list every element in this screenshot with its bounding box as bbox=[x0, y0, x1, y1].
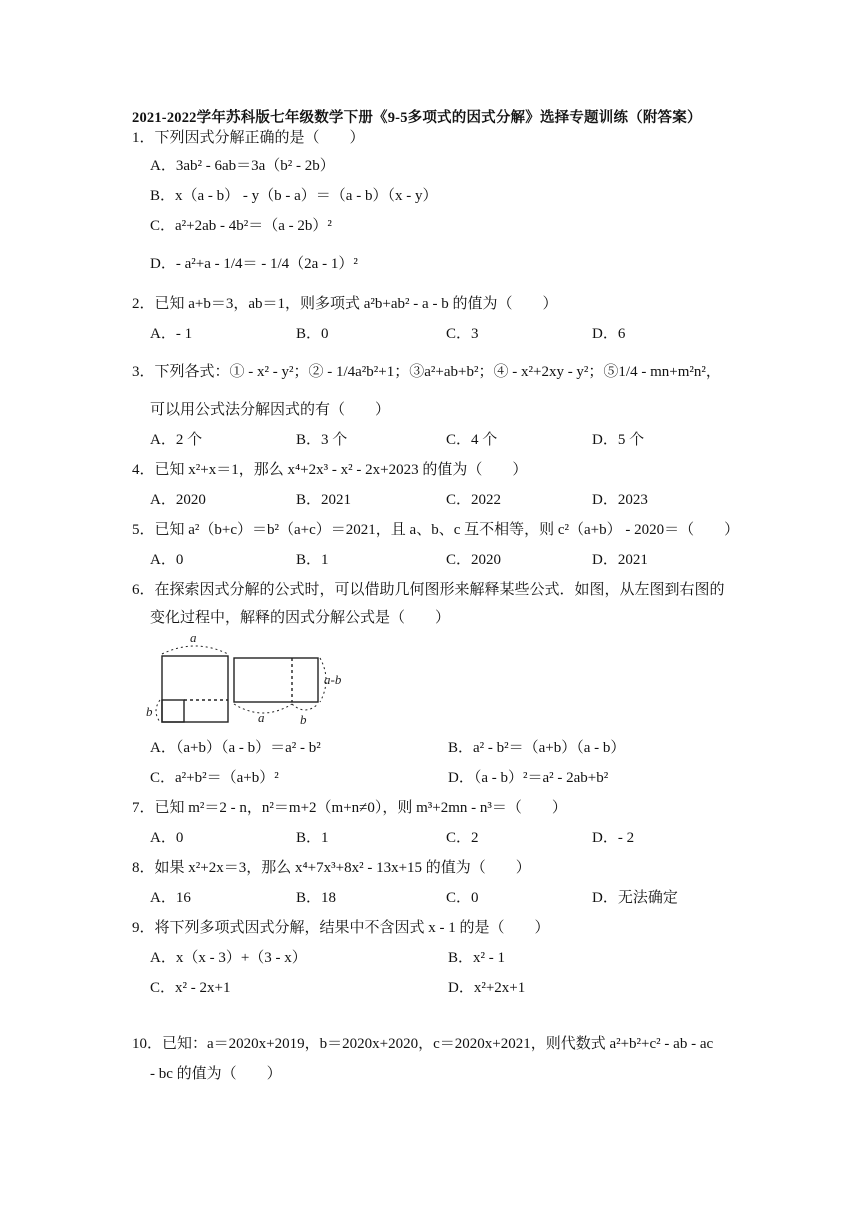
label-a-top: a bbox=[190, 630, 197, 645]
question-9-option-b: B．x² - 1 bbox=[448, 950, 505, 966]
question-6-option-c: C．a²+b²＝（a+b）² bbox=[150, 770, 279, 786]
question-3-stem: 3．下列各式：① - x² - y²；② - 1/4a²b²+1；③a²+ab+b²；④ - x²+2xy - y²；⑤1/4 - mn+m²n²， bbox=[132, 364, 721, 380]
question-9-stem: 9．将下列多项式因式分解，结果中不含因式 x - 1 的是（ ） bbox=[132, 920, 550, 936]
brace-b-left bbox=[156, 700, 160, 722]
question-3-option-b: B．3 个 bbox=[296, 432, 348, 448]
question-7-option-d: D．- 2 bbox=[592, 830, 635, 846]
question-1-option-d: D．- a²+a - 1/4＝ - 1/4（2a - 1）² bbox=[150, 256, 358, 272]
label-a-bottom: a bbox=[258, 710, 265, 725]
question-6-option-d: D．（a - b）²＝a² - 2ab+b² bbox=[448, 770, 609, 786]
label-b-left: b bbox=[146, 704, 153, 719]
question-1-option-a: A．3ab² - 6ab＝3a（b² - 2b） bbox=[150, 158, 335, 174]
question-6-option-b: B．a² - b²＝（a+b）（a - b） bbox=[448, 740, 626, 756]
question-7-option-a: A．0 bbox=[150, 830, 184, 846]
question-2-option-a: A．- 1 bbox=[150, 326, 193, 342]
question-2-option-d: D．6 bbox=[592, 326, 626, 342]
question-8-option-d: D．无法确定 bbox=[592, 890, 678, 906]
question-2-option-b: B．0 bbox=[296, 326, 329, 342]
label-b-bottom: b bbox=[300, 712, 307, 727]
question-3-stem-line2: 可以用公式法分解因式的有（ ） bbox=[150, 402, 391, 418]
question-6-stem-line2: 变化过程中，解释的因式分解公式是（ ） bbox=[150, 610, 451, 626]
question-10-stem: 10．已知：a＝2020x+2019，b＝2020x+2020，c＝2020x+2021，则代数式 a²+b²+c² - ab - ac bbox=[132, 1036, 714, 1052]
question-5-option-d: D．2021 bbox=[592, 552, 648, 568]
question-4-option-b: B．2021 bbox=[296, 492, 352, 508]
question-9-option-c: C．x² - 2x+1 bbox=[150, 980, 231, 996]
question-7-option-c: C．2 bbox=[446, 830, 479, 846]
question-8-option-c: C．0 bbox=[446, 890, 479, 906]
question-5-option-a: A．0 bbox=[150, 552, 184, 568]
question-9-option-a: A．x（x - 3）+（3 - x） bbox=[150, 950, 307, 966]
question-2-stem: 2．已知 a+b＝3，ab＝1，则多项式 a²b+ab² - a - b 的值为（ ） bbox=[132, 296, 558, 312]
question-5-option-c: C．2020 bbox=[446, 552, 502, 568]
brace-a-top bbox=[162, 646, 228, 654]
question-1-stem: 1．下列因式分解正确的是（ ） bbox=[132, 130, 365, 146]
page-title: 2021-2022学年苏科版七年级数学下册《9-5多项式的因式分解》选择专题训练（附答案） bbox=[132, 110, 702, 126]
question-2-option-c: C．3 bbox=[446, 326, 479, 342]
question-1-option-c: C．a²+2ab - 4b²＝（a - 2b）² bbox=[150, 218, 332, 234]
label-a-minus-b: a-b bbox=[324, 672, 342, 687]
question-4-option-a: A．2020 bbox=[150, 492, 206, 508]
question-9-option-d: D．x²+2x+1 bbox=[448, 980, 526, 996]
question-5-stem: 5．已知 a²（b+c）＝b²（a+c）＝2021，且 a、b、c 互不相等，则 c²（a+b） - 2020＝（ ） bbox=[132, 522, 740, 538]
large-square bbox=[162, 656, 228, 722]
question-3-option-d: D．5 个 bbox=[592, 432, 645, 448]
small-square bbox=[162, 700, 184, 722]
question-6-option-a: A．（a+b）（a - b）＝a² - b² bbox=[150, 740, 321, 756]
question-7-option-b: B．1 bbox=[296, 830, 329, 846]
right-rectangle bbox=[234, 658, 318, 702]
question-6-stem: 6．在探索因式分解的公式时，可以借助几何图形来解释某些公式．如图，从左图到右图的 bbox=[132, 582, 725, 598]
question-3-option-a: A．2 个 bbox=[150, 432, 203, 448]
question-4-option-d: D．2023 bbox=[592, 492, 648, 508]
question-7-stem: 7．已知 m²＝2 - n，n²＝m+2（m+n≠0），则 m³+2mn - n³＝（ ） bbox=[132, 800, 567, 816]
question-3-option-c: C．4 个 bbox=[446, 432, 498, 448]
question-4-stem: 4．已知 x²+x＝1，那么 x⁴+2x³ - x² - 2x+2023 的值为（ ） bbox=[132, 462, 528, 478]
question-5-option-b: B．1 bbox=[296, 552, 329, 568]
question-8-option-a: A．16 bbox=[150, 890, 191, 906]
question-6-figure bbox=[140, 628, 360, 728]
question-8-option-b: B．18 bbox=[296, 890, 337, 906]
question-8-stem: 8．如果 x²+2x＝3，那么 x⁴+7x³+8x² - 13x+15 的值为（ ） bbox=[132, 860, 531, 876]
question-10-stem-line2: - bc 的值为（ ） bbox=[150, 1066, 282, 1082]
question-4-option-c: C．2022 bbox=[446, 492, 502, 508]
brace-b-bottom bbox=[292, 704, 318, 710]
question-1-option-b: B．x（a - b） - y（b - a）＝（a - b）（x - y） bbox=[150, 188, 438, 204]
